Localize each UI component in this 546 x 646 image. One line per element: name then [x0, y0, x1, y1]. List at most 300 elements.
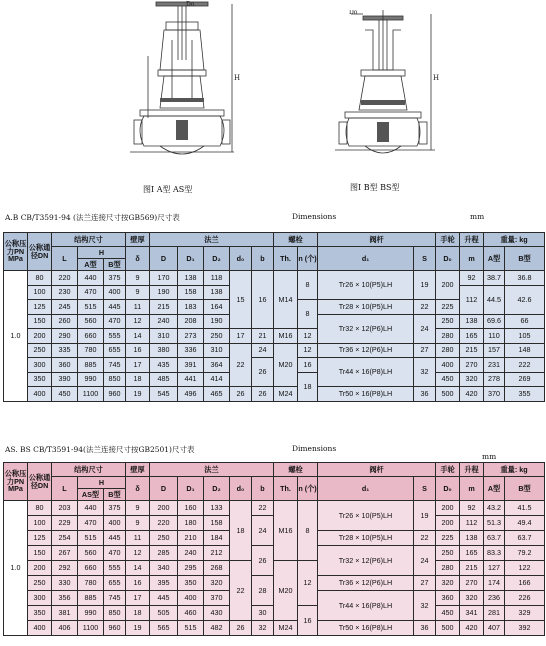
cell-delta: 12 [126, 314, 150, 329]
cell-d: 215 [150, 300, 178, 315]
cell-s: 19 [414, 271, 436, 300]
th-wa: A型 [484, 477, 505, 501]
cell-do: 400 [436, 358, 460, 373]
th-n: n (个) [298, 477, 318, 501]
cell-delta: 17 [126, 358, 150, 373]
cell-stem: Tr26 × 10(P5)LH [318, 271, 414, 300]
cell-l: 406 [52, 621, 78, 636]
cell-m: 215 [460, 343, 484, 358]
cell-stem: Tr36 × 12(P6)LH [318, 576, 414, 591]
cell-th: M16 [274, 501, 298, 561]
cell-wa: 174 [484, 576, 505, 591]
fig1-h-label: H [234, 74, 240, 82]
th-d: D [150, 477, 178, 501]
th-delta: δ [126, 247, 150, 271]
cell-hb: 745 [104, 591, 126, 606]
cell-b: 28 [252, 576, 274, 606]
table-a-unit: mm [470, 212, 485, 221]
cell-do: 250 [436, 546, 460, 561]
cell-s: 22 [414, 531, 436, 546]
cell-wa: 44.5 [484, 285, 505, 314]
cell-n: 12 [298, 329, 318, 344]
cell-dn: 125 [28, 300, 52, 315]
th-lift: 升程 [460, 233, 484, 247]
th-h: H [78, 477, 126, 489]
cell-l: 292 [52, 561, 78, 576]
th-d1: D₁ [178, 477, 204, 501]
th-struct: 结构尺寸 [52, 233, 126, 247]
cell-d: 240 [150, 314, 178, 329]
cell-th: M24 [274, 387, 298, 402]
cell-l: 230 [52, 285, 78, 300]
cell-d0: 18 [230, 501, 252, 561]
cell-l: 360 [52, 358, 78, 373]
cell-hb: 745 [104, 358, 126, 373]
cell-stem: Tr50 × 16(P8)LH [318, 621, 414, 636]
cell-hb: 375 [104, 271, 126, 286]
cell-wa: 407 [484, 621, 505, 636]
cell-wa: 370 [484, 387, 505, 402]
cell-delta: 19 [126, 387, 150, 402]
cell-dn: 100 [28, 516, 52, 531]
cell-l: 356 [52, 591, 78, 606]
cell-th: M24 [274, 621, 298, 636]
cell-wa: 51.3 [484, 516, 505, 531]
cell-d0: 26 [230, 387, 252, 402]
cell-dn: 200 [28, 561, 52, 576]
cell-ha: 470 [78, 516, 104, 531]
cell-l: 390 [52, 372, 78, 387]
cell-d0: 22 [230, 561, 252, 621]
cell-d2: 184 [204, 531, 230, 546]
th-flange: 法兰 [150, 233, 274, 247]
th-dn: 公称通径DN [28, 233, 52, 271]
cell-do: 225 [436, 531, 460, 546]
cell-m: 320 [460, 372, 484, 387]
cell-m: 420 [460, 387, 484, 402]
th-wheel: 手轮 [436, 233, 460, 247]
cell-d1: 400 [178, 591, 204, 606]
pn-cell: 1.0 [4, 501, 28, 636]
th-pn: 公称压力PN MPa [4, 463, 28, 501]
cell-hb: 375 [104, 501, 126, 516]
cell-dn: 200 [28, 329, 52, 344]
cell-dn: 350 [28, 372, 52, 387]
cell-do: 280 [436, 343, 460, 358]
cell-delta: 19 [126, 621, 150, 636]
fig2-do-label: Do [349, 10, 358, 16]
th-wall: 壁厚 [126, 233, 150, 247]
cell-d2: 310 [204, 343, 230, 358]
cell-dn: 400 [28, 621, 52, 636]
th-d0: d₀ [230, 477, 252, 501]
cell-hb: 850 [104, 372, 126, 387]
cell-wb: 63.7 [505, 531, 545, 546]
cell-d1: 240 [178, 546, 204, 561]
cell-do: 250 [436, 314, 460, 329]
cell-b: 24 [252, 343, 274, 358]
cell-l: 330 [52, 576, 78, 591]
cell-m: 112 [460, 285, 484, 314]
cell-d2: 190 [204, 314, 230, 329]
cell-hb: 655 [104, 343, 126, 358]
cell-hb: 960 [104, 621, 126, 636]
cell-delta: 11 [126, 531, 150, 546]
th-bolt: 螺栓 [274, 233, 318, 247]
cell-s: 27 [414, 343, 436, 358]
cell-s: 32 [414, 591, 436, 621]
cell-wb: 79.2 [505, 546, 545, 561]
cell-ha: 560 [78, 546, 104, 561]
cell-wb: 166 [505, 576, 545, 591]
cell-wa: 69.6 [484, 314, 505, 329]
cell-ha: 440 [78, 501, 104, 516]
cell-ha: 440 [78, 271, 104, 286]
valve-drawing-b [335, 10, 455, 170]
cell-stem: Tr32 × 12(P6)LH [318, 546, 414, 576]
cell-wa: 83.3 [484, 546, 505, 561]
cell-do: 500 [436, 621, 460, 636]
th-d2: D₂ [204, 247, 230, 271]
cell-d: 435 [150, 358, 178, 373]
cell-d: 395 [150, 576, 178, 591]
cell-wa: 278 [484, 372, 505, 387]
cell-wb: 222 [505, 358, 545, 373]
cell-m: 270 [460, 576, 484, 591]
cell-ha: 1100 [78, 387, 104, 402]
th-ha: AS型 [78, 489, 104, 501]
cell-wa: 231 [484, 358, 505, 373]
cell-m: 320 [460, 591, 484, 606]
cell-d2: 268 [204, 561, 230, 576]
cell-b: 22 [252, 501, 274, 516]
cell-do: 450 [436, 606, 460, 621]
th-stem: 阀杆 [318, 463, 436, 477]
cell-wb: 392 [505, 621, 545, 636]
th-weight: 重量: kg [484, 233, 545, 247]
cell-n: 16 [298, 358, 318, 373]
cell-s: 24 [414, 314, 436, 343]
cell-d: 250 [150, 531, 178, 546]
th-struct: 结构尺寸 [52, 463, 126, 477]
fig2-h-label: H [433, 74, 440, 82]
cell-l: 254 [52, 531, 78, 546]
cell-delta: 9 [126, 285, 150, 300]
cell-d2: 364 [204, 358, 230, 373]
cell-delta: 18 [126, 606, 150, 621]
cell-b: 32 [252, 621, 274, 636]
cell-wa: 43.2 [484, 501, 505, 516]
fig1-do-label: Do [186, 1, 195, 8]
cell-hb: 655 [104, 576, 126, 591]
th-h: H [78, 247, 126, 259]
cell-l: 229 [52, 516, 78, 531]
cell-ha: 990 [78, 372, 104, 387]
cell-d1: 273 [178, 329, 204, 344]
cell-s: 36 [414, 621, 436, 636]
cell-ha: 1100 [78, 621, 104, 636]
cell-d1: 138 [178, 271, 204, 286]
cell-stem: Tr28 × 10(P5)LH [318, 300, 414, 315]
cell-wb: 355 [505, 387, 545, 402]
cell-dn: 80 [28, 271, 52, 286]
cell-n: 16 [298, 606, 318, 636]
th-flange: 法兰 [150, 463, 274, 477]
cell-d1: 350 [178, 576, 204, 591]
th-dn: 公称通径DN [28, 463, 52, 501]
cell-b: 26 [252, 546, 274, 576]
cell-hb: 850 [104, 606, 126, 621]
cell-d2: 118 [204, 271, 230, 286]
cell-d1: 160 [178, 501, 204, 516]
cell-delta: 11 [126, 300, 150, 315]
cell-d1: 158 [178, 285, 204, 300]
cell-d1: 183 [178, 300, 204, 315]
cell-m: 92 [460, 271, 484, 286]
table-b [3, 462, 545, 636]
cell-l: 203 [52, 501, 78, 516]
cell-wb: 105 [505, 329, 545, 344]
cell-wa: 157 [484, 343, 505, 358]
cell-hb: 400 [104, 516, 126, 531]
cell-d2: 250 [204, 329, 230, 344]
th-do: D₀ [436, 247, 460, 271]
cell-m: 215 [460, 561, 484, 576]
cell-wb: 122 [505, 561, 545, 576]
cell-l: 290 [52, 329, 78, 344]
th-s: S [414, 477, 436, 501]
cell-n: 8 [298, 300, 318, 329]
th-th: Th. [274, 247, 298, 271]
cell-ha: 990 [78, 606, 104, 621]
th-n: n (个) [298, 247, 318, 271]
cell-hb: 445 [104, 531, 126, 546]
cell-d: 545 [150, 387, 178, 402]
cell-d2: 465 [204, 387, 230, 402]
cell-dn: 80 [28, 501, 52, 516]
cell-wb: 66 [505, 314, 545, 329]
cell-wa: 110 [484, 329, 505, 344]
cell-stem: Tr26 × 10(P5)LH [318, 501, 414, 531]
cell-wb: 49.4 [505, 516, 545, 531]
cell-wb: 226 [505, 591, 545, 606]
cell-do: 500 [436, 387, 460, 402]
cell-b: 16 [252, 271, 274, 329]
cell-wb: 41.5 [505, 501, 545, 516]
cell-wa: 38.7 [484, 271, 505, 286]
table-a [3, 232, 545, 402]
cell-th: M20 [274, 561, 298, 621]
cell-d: 170 [150, 271, 178, 286]
cell-dn: 250 [28, 576, 52, 591]
cell-delta: 16 [126, 576, 150, 591]
cell-delta: 16 [126, 343, 150, 358]
cell-d: 505 [150, 606, 178, 621]
cell-s: 36 [414, 387, 436, 402]
cell-d2: 133 [204, 501, 230, 516]
cell-do: 360 [436, 591, 460, 606]
cell-d2: 370 [204, 591, 230, 606]
cell-hb: 555 [104, 561, 126, 576]
cell-dn: 125 [28, 531, 52, 546]
cell-s: 32 [414, 358, 436, 387]
cell-d1: 441 [178, 372, 204, 387]
cell-d2: 414 [204, 372, 230, 387]
cell-delta: 12 [126, 546, 150, 561]
th-pn: 公称压力PN MPa [4, 233, 28, 271]
cell-d: 380 [150, 343, 178, 358]
cell-ha: 885 [78, 358, 104, 373]
cell-delta: 9 [126, 271, 150, 286]
cell-delta: 9 [126, 501, 150, 516]
cell-d2: 482 [204, 621, 230, 636]
th-hb: B型 [104, 259, 126, 271]
th-ha: A型 [78, 259, 104, 271]
th-d2: D₂ [204, 477, 230, 501]
cell-n: 8 [298, 271, 318, 300]
th-wa: A型 [484, 247, 505, 271]
cell-th: M20 [274, 343, 298, 387]
cell-dn: 150 [28, 314, 52, 329]
th-l: L [52, 247, 78, 271]
th-m: m [460, 477, 484, 501]
cell-dn: 400 [28, 387, 52, 402]
cell-d1: 336 [178, 343, 204, 358]
cell-d: 190 [150, 285, 178, 300]
cell-m: 165 [460, 546, 484, 561]
cell-d2: 430 [204, 606, 230, 621]
cell-l: 260 [52, 314, 78, 329]
th-hb: B型 [104, 489, 126, 501]
cell-do: 320 [436, 576, 460, 591]
cell-do: 280 [436, 561, 460, 576]
cell-delta: 9 [126, 516, 150, 531]
cell-l: 381 [52, 606, 78, 621]
cell-delta: 18 [126, 372, 150, 387]
cell-stem: Tr44 × 16(P8)LH [318, 591, 414, 621]
th-d1: D₁ [178, 247, 204, 271]
cell-l: 220 [52, 271, 78, 286]
cell-th: M16 [274, 329, 298, 344]
cell-dn: 300 [28, 358, 52, 373]
cell-d2: 164 [204, 300, 230, 315]
th-stem: 阀杆 [318, 233, 436, 247]
cell-b: 26 [252, 358, 274, 387]
cell-b: 26 [252, 387, 274, 402]
cell-m: 138 [460, 314, 484, 329]
cell-ha: 515 [78, 300, 104, 315]
cell-do: 200 [436, 271, 460, 300]
cell-d0: 22 [230, 343, 252, 387]
cell-ha: 515 [78, 531, 104, 546]
cell-ha: 780 [78, 576, 104, 591]
cell-d1: 515 [178, 621, 204, 636]
cell-s: 22 [414, 300, 436, 315]
th-b: b [252, 247, 274, 271]
th-wheel: 手轮 [436, 463, 460, 477]
cell-d0: 15 [230, 271, 252, 329]
cell-wb: 269 [505, 372, 545, 387]
cell-d1: 496 [178, 387, 204, 402]
cell-hb: 445 [104, 300, 126, 315]
cell-d: 310 [150, 329, 178, 344]
cell-d2: 138 [204, 285, 230, 300]
th-weight: 重量: kg [484, 463, 545, 477]
cell-wa: 281 [484, 606, 505, 621]
cell-n: 8 [298, 501, 318, 561]
cell-d1: 180 [178, 516, 204, 531]
cell-n: 18 [298, 372, 318, 401]
pn-cell: 1.0 [4, 271, 28, 402]
cell-s: 24 [414, 546, 436, 576]
cell-delta: 14 [126, 329, 150, 344]
cell-d: 285 [150, 546, 178, 561]
cell-ha: 780 [78, 343, 104, 358]
cell-d2: 158 [204, 516, 230, 531]
cell-l: 450 [52, 387, 78, 402]
cell-do: 200 [436, 516, 460, 531]
th-bolt: 螺栓 [274, 463, 318, 477]
th-stem-d1: d₁ [318, 477, 414, 501]
cell-wa: 127 [484, 561, 505, 576]
cell-dn: 350 [28, 606, 52, 621]
cell-hb: 470 [104, 314, 126, 329]
cell-wb: 329 [505, 606, 545, 621]
cell-stem: Tr50 × 16(P8)LH [318, 387, 414, 402]
cell-th: M14 [274, 271, 298, 329]
table-a-title: A.B CB/T3591-94 (法兰连接尺寸按GB569)尺寸表 [5, 213, 180, 222]
cell-s: 27 [414, 576, 436, 591]
cell-do: 200 [436, 501, 460, 516]
cell-m: 341 [460, 606, 484, 621]
cell-d: 220 [150, 516, 178, 531]
cell-wb: 42.6 [505, 285, 545, 314]
th-wb: B型 [505, 247, 545, 271]
cell-delta: 14 [126, 561, 150, 576]
cell-n: 12 [298, 561, 318, 606]
cell-wa: 63.7 [484, 531, 505, 546]
th-delta: δ [126, 477, 150, 501]
cell-dn: 150 [28, 546, 52, 561]
th-m: m [460, 247, 484, 271]
cell-m: 270 [460, 358, 484, 373]
cell-do: 450 [436, 372, 460, 387]
th-lift: 升程 [460, 463, 484, 477]
cell-d1: 208 [178, 314, 204, 329]
th-d0: d₀ [230, 247, 252, 271]
cell-ha: 885 [78, 591, 104, 606]
th-d: D [150, 247, 178, 271]
th-s: S [414, 247, 436, 271]
cell-b: 30 [252, 606, 274, 621]
cell-wb: 36.8 [505, 271, 545, 286]
table-a-dimensions: Dimensions [292, 212, 337, 221]
cell-l: 335 [52, 343, 78, 358]
cell-hb: 960 [104, 387, 126, 402]
table-b-unit: mm [482, 452, 497, 461]
valve-drawing-a [120, 0, 240, 178]
cell-dn: 100 [28, 285, 52, 300]
cell-m: 138 [460, 531, 484, 546]
cell-ha: 660 [78, 561, 104, 576]
table-b-title: AS. BS CB/T3591-94(法兰连接尺寸按GB2501)尺寸表 [5, 445, 195, 454]
cell-stem: Tr28 × 10(P5)LH [318, 531, 414, 546]
cell-d0: 26 [230, 621, 252, 636]
cell-ha: 560 [78, 314, 104, 329]
cell-wb: 148 [505, 343, 545, 358]
cell-m: 420 [460, 621, 484, 636]
cell-d: 565 [150, 621, 178, 636]
